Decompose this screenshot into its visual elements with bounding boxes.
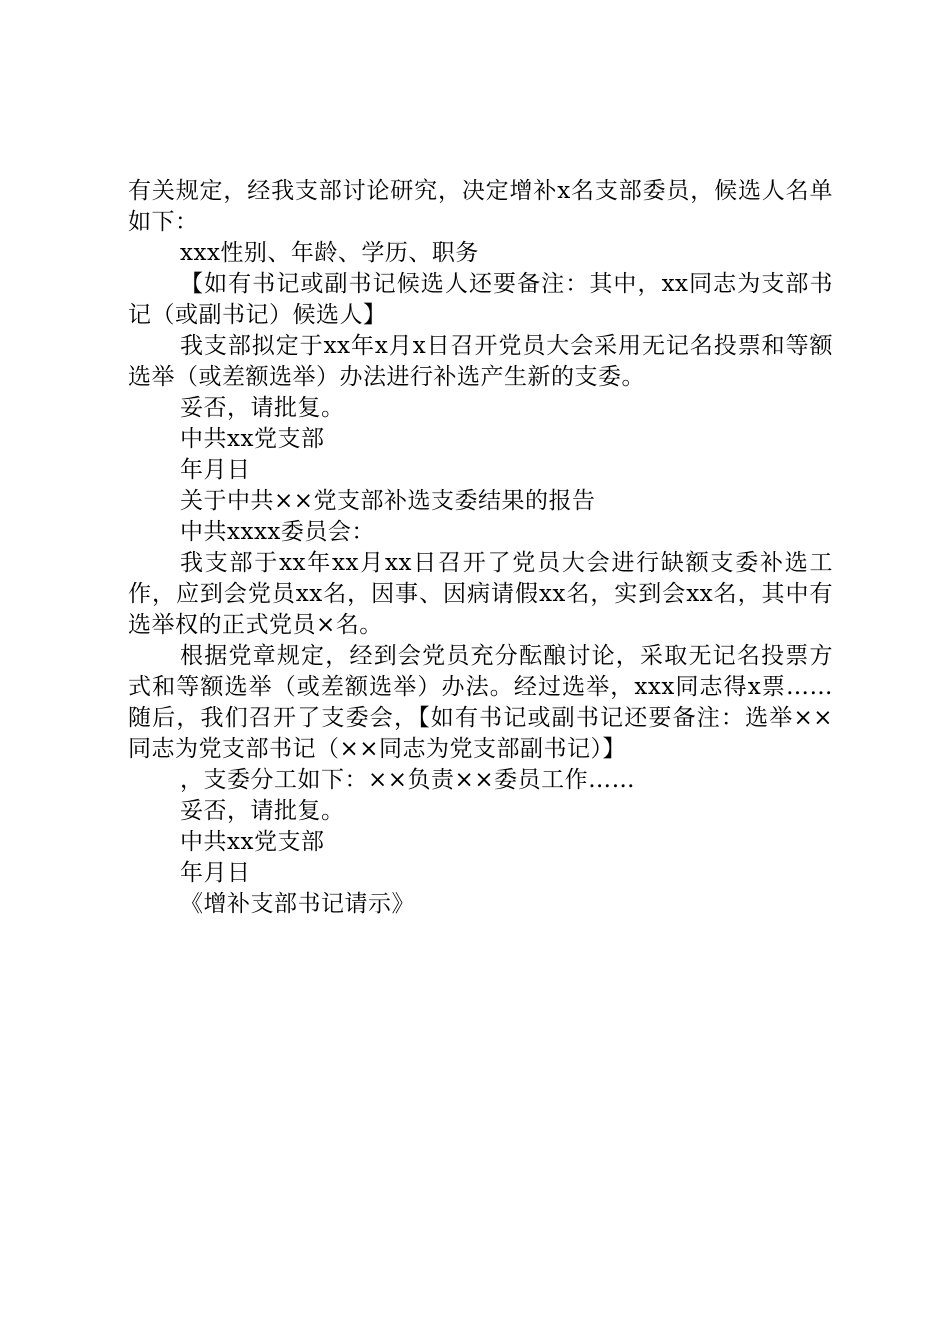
paragraph: 妥否，请批复。 [180, 395, 345, 421]
paragraph: ，支委分工如下：××负责××委员工作…… [180, 767, 636, 793]
signature-org: 中共xx党支部 [180, 829, 325, 855]
paragraph: 我支部于xx年xx月xx日召开了党员大会进行缺额支委补选工作，应到会党员xx名，因事、因病请假xx名，实到会xx名，其中有选举权的正式党员×名。 [128, 550, 833, 638]
addressee: 中共xxxx委员会： [180, 519, 375, 545]
signature-date: 年月日 [180, 860, 251, 886]
paragraph: 有关规定，经我支部讨论研究，决定增补x名支部委员，候选人名单如下： [128, 178, 833, 235]
signature-date: 年月日 [180, 457, 251, 483]
paragraph: 我支部拟定于xx年x月x日召开党员大会采用无记名投票和等额选举（或差额选举）办法进行补选产生新的支委。 [128, 333, 833, 390]
document-body [128, 176, 833, 920]
document-reference-title: 《增补支部书记请示》 [180, 891, 415, 917]
paragraph: xxx性别、年龄、学历、职务 [180, 240, 479, 266]
report-title: 关于中共××党支部补选支委结果的报告 [180, 488, 596, 514]
paragraph: 【如有书记或副书记候选人还要备注：其中，xx同志为支部书记（或副书记）候选人】 [128, 271, 833, 328]
signature-org: 中共xx党支部 [180, 426, 325, 452]
paragraph: 妥否，请批复。 [180, 798, 345, 824]
paragraph: 根据党章规定，经到会党员充分酝酿讨论，采取无记名投票方式和等额选举（或差额选举）办法。经过选举，xxx同志得x票……随后，我们召开了支委会，【如有书记或副书记还要备注：选举××同志为党支部书记（××同志为党支部副书记）】 [128, 643, 833, 762]
